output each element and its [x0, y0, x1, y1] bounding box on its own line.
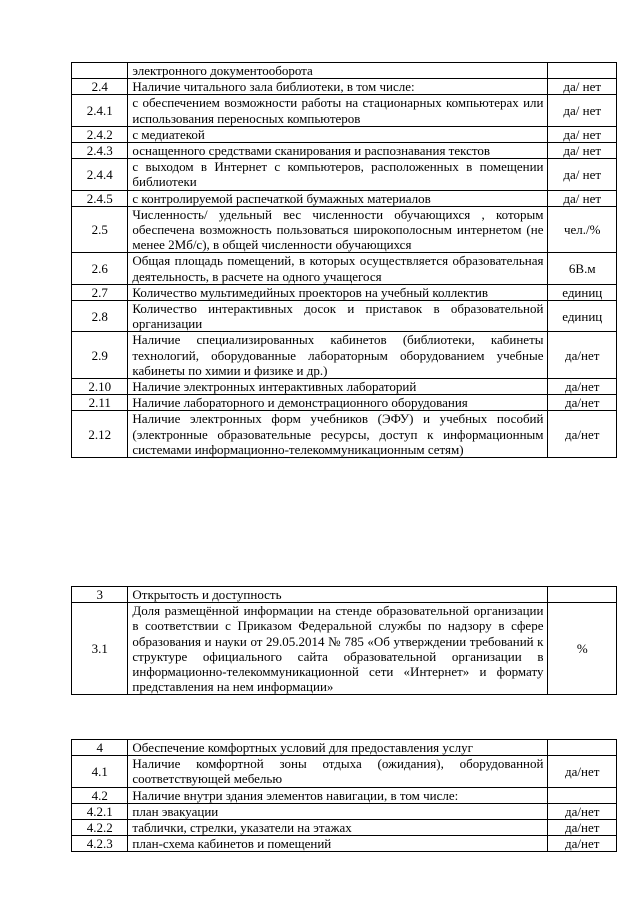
row-number: 2.4.1 [72, 95, 128, 126]
row-number: 2.4.4 [72, 159, 128, 190]
row-number [72, 63, 128, 79]
criteria-table-openness [71, 586, 617, 695]
row-number: 2.12 [72, 411, 128, 458]
row-unit: единиц [548, 301, 617, 332]
table-row [72, 95, 617, 126]
row-number: 4.1 [72, 756, 128, 787]
row-number: 2.4.3 [72, 143, 128, 159]
row-number: 4.2.3 [72, 836, 128, 852]
row-criterion: Количество интерактивных досок и приставок в образовательной организации [128, 301, 548, 332]
row-unit: 6В.м [548, 253, 617, 284]
row-number: 2.7 [72, 284, 128, 300]
row-criterion: Наличие специализированных кабинетов (библиотеки, кабинеты технологий, оборудованные лабораторным оборудованием учебные кабинеты по химии и физике и др.) [128, 332, 548, 379]
row-number: 4 [72, 740, 128, 756]
row-unit: да/нет [548, 395, 617, 411]
row-criterion: Количество мультимедийных проекторов на учебный коллектив [128, 284, 548, 300]
row-number: 2.4.5 [72, 190, 128, 206]
row-unit [548, 587, 617, 603]
table-row [72, 143, 617, 159]
row-criterion: план эвакуации [128, 803, 548, 819]
criteria-table-comfort [71, 739, 617, 852]
row-criterion: Общая площадь помещений, в которых осуществляется образовательная деятельность, в расчете на одного учащегося [128, 253, 548, 284]
row-unit: да/ нет [548, 79, 617, 95]
row-unit: да/ нет [548, 126, 617, 142]
row-number: 4.2.1 [72, 803, 128, 819]
row-criterion: с контролируемой распечаткой бумажных материалов [128, 190, 548, 206]
row-criterion: оснащенного средствами сканирования и распознавания текстов [128, 143, 548, 159]
table-row [72, 301, 617, 332]
row-criterion: Наличие комфортной зоны отдыха (ожидания), оборудованной соответствующей мебелью [128, 756, 548, 787]
table-row [72, 803, 617, 819]
table-row [72, 379, 617, 395]
row-number: 2.9 [72, 332, 128, 379]
row-unit: да/ нет [548, 95, 617, 126]
table-row [72, 159, 617, 190]
row-criterion: с обеспечением возможности работы на стационарных компьютерах или использования переносных компьютеров [128, 95, 548, 126]
table-row [72, 820, 617, 836]
row-unit: % [548, 603, 617, 695]
table-row [72, 836, 617, 852]
row-number: 2.5 [72, 206, 128, 253]
table-row [72, 395, 617, 411]
row-unit: чел./% [548, 206, 617, 253]
table-row [72, 79, 617, 95]
row-criterion: Наличие внутри здания элементов навигации, в том числе: [128, 787, 548, 803]
row-number: 2.4.2 [72, 126, 128, 142]
row-criterion: Наличие электронных форм учебников (ЭФУ) и учебных пособий (электронные образовательные ресурсы, доступ к информационным системами информационно-телекоммуникационным сетям) [128, 411, 548, 458]
row-criterion: с медиатекой [128, 126, 548, 142]
row-unit: да/нет [548, 411, 617, 458]
table-body [72, 587, 617, 695]
row-unit: да/ нет [548, 159, 617, 190]
row-criterion: Численность/ удельный вес численности обучающихся , которым обеспечена возможность пользоваться широкополосным интернетом (не менее 2Мб/с), в общей численности обучающихся [128, 206, 548, 253]
row-criterion: план-схема кабинетов и помещений [128, 836, 548, 852]
table-row [72, 787, 617, 803]
row-criterion: таблички, стрелки, указатели на этажах [128, 820, 548, 836]
row-criterion: Наличие электронных интерактивных лабораторий [128, 379, 548, 395]
row-unit: да/нет [548, 379, 617, 395]
row-number: 4.2.2 [72, 820, 128, 836]
row-unit: да/ нет [548, 143, 617, 159]
row-unit: да/нет [548, 836, 617, 852]
table-row [72, 332, 617, 379]
row-criterion: Доля размещённой информации на стенде образовательной организации в соответствии с Приказом Федеральной службы по надзору в сфере образования и науки от 29.05.2014 № 785 «Об утверждении требований к структуре официального сайта образовательной организации в информационно-телекоммуникационной сети «Интернет» и формату представления на нем информации» [128, 603, 548, 695]
table-row [72, 284, 617, 300]
row-number: 4.2 [72, 787, 128, 803]
row-criterion: с выходом в Интернет с компьютеров, расположенных в помещении библиотеки [128, 159, 548, 190]
row-number: 2.10 [72, 379, 128, 395]
row-unit: да/ нет [548, 190, 617, 206]
table-row [72, 206, 617, 253]
row-number: 3 [72, 587, 128, 603]
table-body [72, 740, 617, 852]
table-row [72, 190, 617, 206]
row-criterion: электронного документооборота [128, 63, 548, 79]
row-unit: единиц [548, 284, 617, 300]
table-row [72, 603, 617, 695]
row-unit: да/нет [548, 756, 617, 787]
table-row [72, 740, 617, 756]
row-criterion: Наличие лабораторного и демонстрационного оборудования [128, 395, 548, 411]
table-body [72, 63, 617, 458]
row-number: 2.8 [72, 301, 128, 332]
row-unit: да/нет [548, 332, 617, 379]
row-criterion: Наличие читального зала библиотеки, в том числе: [128, 79, 548, 95]
row-unit: да/нет [548, 820, 617, 836]
row-unit [548, 787, 617, 803]
table-row [72, 253, 617, 284]
table-row [72, 411, 617, 458]
table-row [72, 63, 617, 79]
row-criterion: Открытость и доступность [128, 587, 548, 603]
row-number: 2.11 [72, 395, 128, 411]
row-number: 2.4 [72, 79, 128, 95]
row-number: 2.6 [72, 253, 128, 284]
table-row [72, 587, 617, 603]
criteria-table-infrastructure [71, 62, 617, 458]
table-row [72, 756, 617, 787]
row-number: 3.1 [72, 603, 128, 695]
row-unit [548, 63, 617, 79]
row-criterion: Обеспечение комфортных условий для предоставления услуг [128, 740, 548, 756]
table-row [72, 126, 617, 142]
row-unit: да/нет [548, 803, 617, 819]
row-unit [548, 740, 617, 756]
